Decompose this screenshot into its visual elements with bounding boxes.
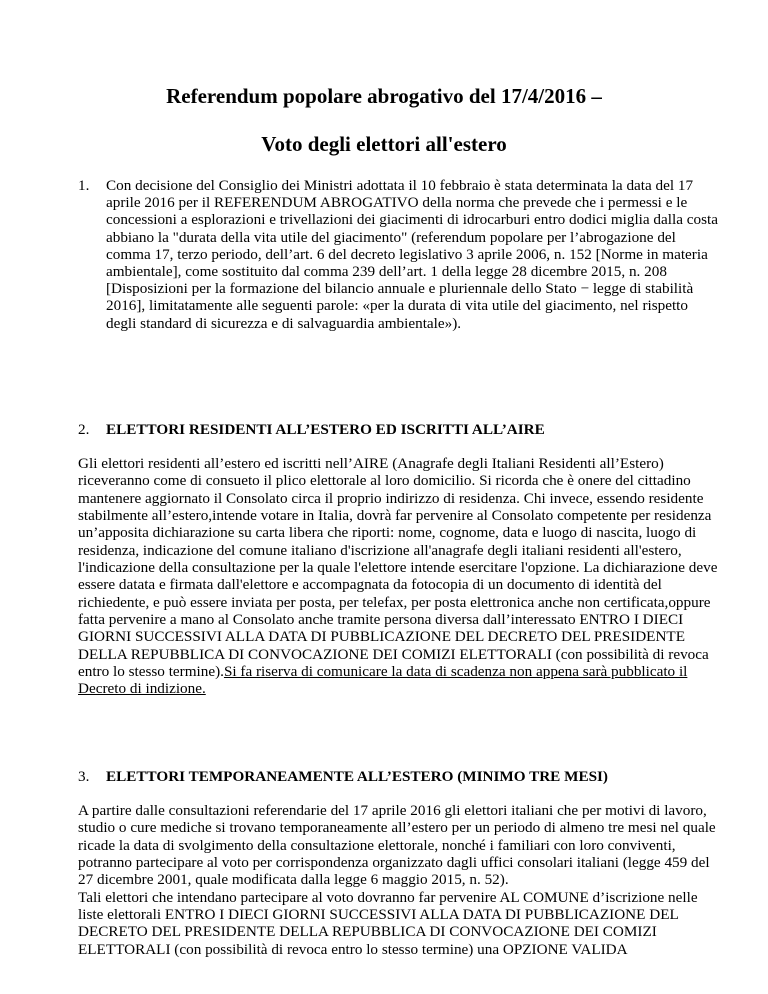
section-1-number: 1. [78,177,90,194]
document-title: Referendum popolare abrogativo del 17/4/2016 – [166,84,602,108]
section-3-body [78,802,718,958]
section-2-heading: ELETTORI RESIDENTI ALL’ESTERO ED ISCRITTI ALL’AIRE [106,421,545,438]
document-subtitle: Voto degli elettori all'estero [261,132,507,156]
section-1-text: Con decisione del Consiglio dei Ministri adottata il 10 febbraio è stata determinata la data del 17 aprile 2016 per il REFERENDUM ABROGATIVO della norma che prevede che i permessi e le concessioni a esplorazioni e trivellazioni dei giacimenti di idrocarburi entro dodici miglia dalla costa abbiano la "durata della vita utile del giacimento" (referendum popolare per l’abrogazione del comma 17, terzo periodo, dell’art. 6 del decreto legislativo 3 aprile 2006, n. 152 [Norme in materia ambientale], come sostituito dal comma 239 dell’art. 1 della legge 28 dicembre 2015, n. 208 [Disposizioni per la formazione del bilancio annuale e pluriennale dello Stato − legge di stabilità 2016], limitatamente alle seguenti parole: «per la durata di vita utile del giacimento, nel rispetto degli standard di sicurezza e di salvaguardia ambientale»). [106,177,718,332]
section-3-heading-block [78,768,718,785]
section-3-number: 3. [78,768,90,785]
section-3-body-paragraph-1: A partire dalle consultazioni referendarie del 17 aprile 2016 gli elettori italiani che per motivi di lavoro, studio o cure mediche si trovano temporaneamente all’estero per un periodo di almeno tre mesi nel quale ricade la data di svolgimento della consultazione elettorale, nonché i familiari con loro conviventi, potranno partecipare al voto per corrispondenza organizzato dagli uffici consolari italiani (legge 459 del 27 dicembre 2001, quale modificata dalla legge 6 maggio 2015, n. 52). [78,802,716,889]
section-2-body-text: Gli elettori residenti all’estero ed iscritti nell’AIRE (Anagrafe degli Italiani Residenti all’Estero) riceveranno come di consueto il plico elettorale al loro domicilio. Si ricorda che è onere del cittadino mantenere aggiornato il Consolato circa il proprio indirizzo di residenza. Chi invece, essendo residente stabilmente all’estero,intende votare in Italia, dovrà far pervenire al Consolato competente per residenza un’apposita dichiarazione su carta libera che riporti: nome, cognome, data e luogo di nascita, luogo di residenza, indicazione del comune italiano d'iscrizione all'anagrafe degli italiani residenti all'estero, l'indicazione della consultazione per la quale l'elettore intende esercitare l'opzione. La dichiarazione deve essere datata e firmata dall'elettore e accompagnata da fotocopia di un documento di identità del richiedente, e può essere inviata per posta, per telefax, per posta elettronica anche non certificata,oppure fatta pervenire a mano al Consolato anche tramite persona diversa dall’interessato ENTRO I DIECI GIORNI SUCCESSIVI ALLA DATA DI PUBBLICAZIONE DEL DECRETO DEL PRESIDENTE DELLA REPUBBLICA DI CONVOCAZIONE DEI COMIZI ELETTORALI (con possibilità di revoca entro lo stesso termine). [78,455,718,681]
section-3-body-paragraph-2: Tali elettori che intendano partecipare al voto dovranno far pervenire AL COMUNE d’iscrizione nelle liste elettorali ENTRO I DIECI GIORNI SUCCESSIVI ALLA DATA DI PUBBLICAZIONE DEL DECRETO DEL PRESIDENTE DELLA REPUBBLICA DI CONVOCAZIONE DEI COMIZI ELETTORALI (con possibilità di revoca entro lo stesso termine) una OPZIONE VALIDA [78,888,698,958]
section-2-underlined-note: Si fa riserva di comunicare la data di scadenza non appena sarà pubblicato il Decreto di indizione. [78,663,688,698]
section-2-body [78,455,718,698]
section-2-heading-block [78,421,718,438]
section-1 [78,177,718,332]
section-2-number: 2. [78,421,90,438]
section-3-heading: ELETTORI TEMPORANEAMENTE ALL’ESTERO (MINIMO TRE MESI) [106,768,608,785]
